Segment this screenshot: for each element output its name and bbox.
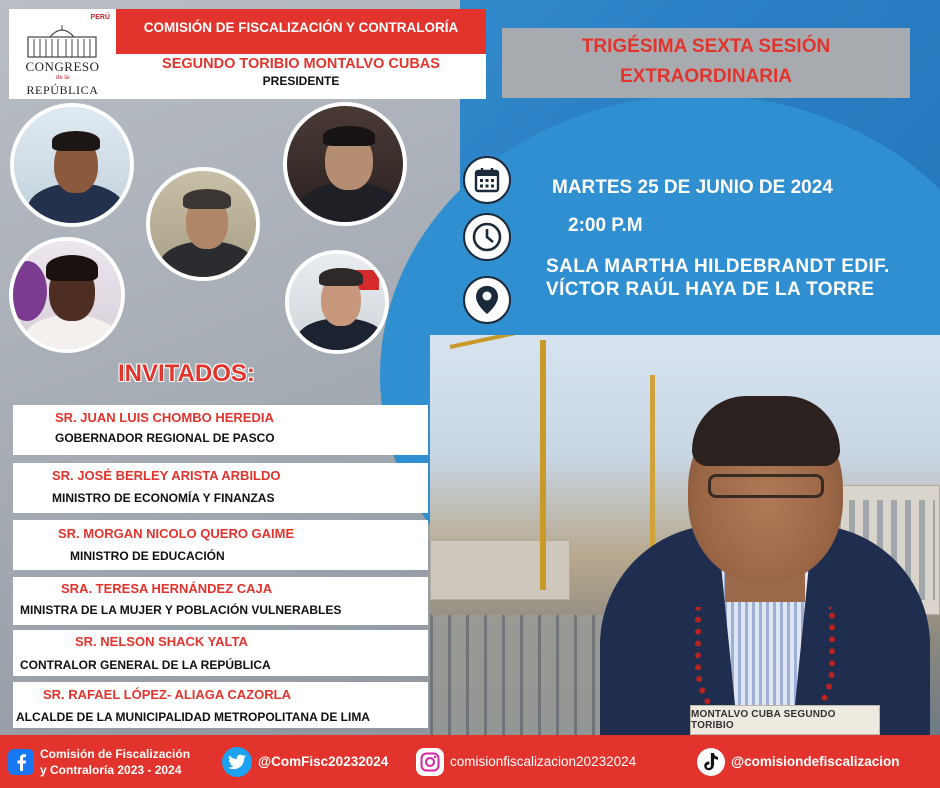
glasses [708, 474, 824, 498]
instagram-link[interactable] [416, 735, 636, 788]
logo-text-congreso: CONGRESO [25, 59, 100, 74]
session-title-line1: TRIGÉSIMA SEXTA SESIÓN [581, 36, 831, 57]
guest-portrait [9, 237, 125, 353]
location-pin-icon [463, 276, 511, 324]
calendar-icon [463, 156, 511, 204]
nameplate: MONTALVO CUBA SEGUNDO TORIBIO [690, 705, 880, 735]
guest-name: SR. MORGAN NICOLO QUERO GAIME [58, 526, 295, 541]
president-name: SEGUNDO TORIBIO MONTALVO CUBAS [162, 56, 440, 72]
event-time: 2:00 P.M [568, 215, 643, 236]
facebook-icon [8, 749, 34, 775]
guest-role: MINISTRO DE EDUCACIÓN [70, 549, 225, 563]
guest-name: SR. RAFAEL LÓPEZ- ALIAGA CAZORLA [43, 687, 291, 702]
logo-text-dela: de la [55, 75, 69, 81]
guest-portrait [283, 102, 407, 226]
guest-portrait [10, 103, 134, 227]
instagram-handle: comisionfiscalizacion20232024 [450, 754, 637, 769]
commission-title: COMISIÓN DE FISCALIZACIÓN Y CONTRALORÍA [143, 20, 459, 35]
session-title-line2: EXTRAORDINARIA [619, 66, 793, 87]
building [430, 540, 570, 600]
guest-name: SR. JUAN LUIS CHOMBO HEREDIA [55, 410, 274, 425]
hair [692, 396, 840, 466]
guest-role: CONTRALOR GENERAL DE LA REPÚBLICA [20, 658, 271, 672]
guest-name: SR. JOSÉ BERLEY ARISTA ARBILDO [52, 468, 281, 483]
crane-tower [540, 340, 546, 590]
twitter-handle: @ComFisc20232024 [258, 754, 389, 769]
guest-name: SRA. TERESA HERNÁNDEZ CAJA [61, 581, 273, 596]
guest-role: ALCALDE DE LA MUNICIPALIDAD METROPOLITANA DE LIMA [16, 710, 370, 724]
logo-country: PERÚ [90, 14, 110, 21]
instagram-icon [416, 748, 444, 776]
logo-text-republica: REPÚBLICA [26, 83, 99, 97]
congress-building-icon [26, 23, 98, 59]
guest-portrait [285, 250, 389, 354]
guest-name: SR. NELSON SHACK YALTA [75, 634, 248, 649]
tiktok-icon [697, 748, 725, 776]
guest-role: MINISTRA DE LA MUJER Y POBLACIÓN VULNERABLES [20, 603, 342, 617]
guest-role: MINISTRO DE ECONOMÍA Y FINANZAS [52, 491, 275, 505]
facebook-line2: y Contraloría 2023 - 2024 [40, 762, 182, 777]
tiktok-handle: @comisiondefiscalizacion [731, 754, 900, 769]
president-role: PRESIDENTE [262, 74, 340, 88]
congress-logo [9, 9, 116, 99]
event-date: MARTES 25 DE JUNIO DE 2024 [552, 177, 833, 198]
event-location: SALA MARTHA HILDEBRANDT EDIF. VÍCTOR RAÚL HAYA DE LA TORRE [546, 256, 890, 300]
president-photo [600, 392, 930, 735]
twitter-bird-icon [222, 747, 252, 777]
guest-role: GOBERNADOR REGIONAL DE PASCO [55, 431, 275, 445]
crane-arm [450, 335, 666, 349]
tiktok-link[interactable] [697, 735, 899, 788]
facebook-link[interactable] [8, 735, 190, 788]
twitter-link[interactable] [222, 735, 388, 788]
facebook-line1: Comisión de Fiscalización [40, 746, 191, 761]
invited-title: INVITADOS: [118, 360, 255, 387]
clock-icon [463, 213, 511, 261]
guest-portrait [146, 167, 260, 281]
